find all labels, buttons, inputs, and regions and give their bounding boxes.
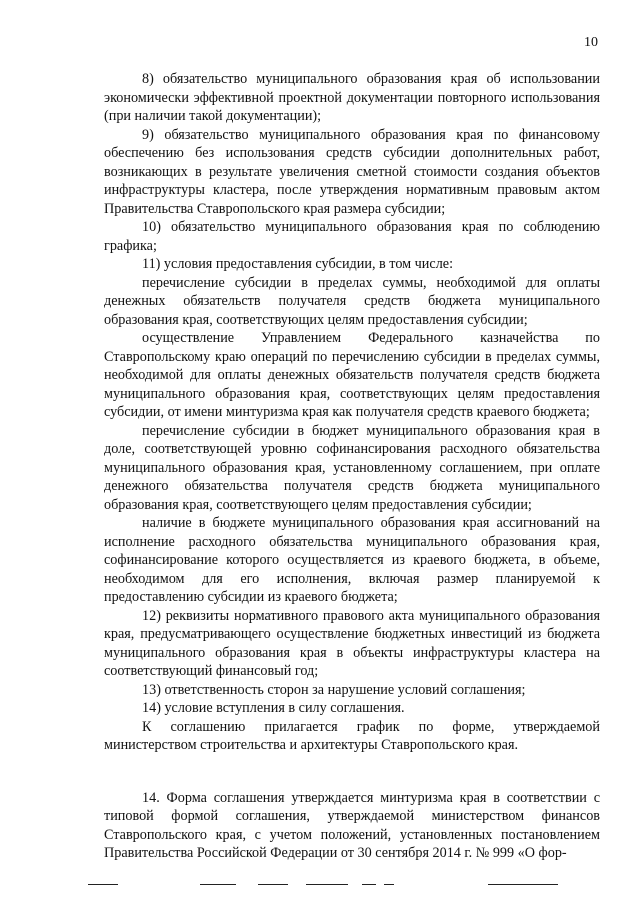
paragraph-item-9: 9) обязательство муниципального образования края по финансовому обеспечению без использования средств субсидии дополнительных работ, возникающих в результате увеличения сметной стоимости создания объектов инфраструктуры кластера, после утверждения нормативным правовым актом Правительства Ставропольского края размера субсидии;	[104, 126, 600, 217]
footer-rule	[488, 884, 558, 885]
paragraph-schedule-attachment: К соглашению прилагается график по форме, утверждаемой министерством строительства и архитектуры Ставропольского края.	[104, 718, 600, 753]
footer-rule	[88, 884, 118, 885]
footer-rule	[362, 884, 376, 885]
document-body	[104, 70, 600, 863]
paragraph-subitem-transfer-share: перечисление субсидии в бюджет муниципального образования края в доле, соответствующей уровню софинансирования расходного обязательства муниципального образования края, установленному соглашением, при оплате денежного обязательства получателя средств бюджета муниципального образования края, соответствующего целям предоставления субсидии;	[104, 422, 600, 513]
paragraph-subitem-budget-allocations: наличие в бюджете муниципального образования края ассигнований на исполнение расходного обязательства муниципального образования края, софинансирование которого осуществляется из краевого бюджета, в объеме, необходимом для его исполнения, включая размер планируемой к предоставлению субсидии из краевого бюджета;	[104, 515, 600, 605]
paragraph-subitem-transfer-limit: перечисление субсидии в пределах суммы, необходимой для оплаты денежных обязательств получателя средств бюджета муниципального образования края, соответствующих целям предоставления субсидии;	[104, 274, 600, 328]
paragraph-item-14: 14) условие вступления в силу соглашения.	[142, 700, 405, 716]
paragraph-item-12: 12) реквизиты нормативного правового акта муниципального образования края, предусматривающего осуществление бюджетных инвестиций из бюджета муниципального образования края в объекты инфраструктуры кластера на соответствующий финансовый год;	[104, 607, 600, 679]
footer-rule	[258, 884, 288, 885]
paragraph-item-11: 11) условия предоставления субсидии, в том числе:	[142, 256, 454, 272]
footer-rule	[306, 884, 348, 885]
footer-rule	[384, 884, 394, 885]
paragraph-item-8: 8) обязательство муниципального образования края об использовании экономически эффективной проектной документации повторного использования (при наличии такой документации);	[104, 71, 600, 124]
page-number: 10	[584, 35, 598, 50]
paragraph-item-13: 13) ответственность сторон за нарушение условий соглашения;	[142, 681, 526, 698]
paragraph-item-10: 10) обязательство муниципального образования края по соблюдению графика;	[104, 219, 600, 254]
paragraph-subitem-treasury-operations: осуществление Управлением Федерального казначейства по Ставропольскому краю операций по перечислению субсидии в пределах суммы, необходимой для оплаты денежных обязательств получателя средств бюджета муниципального образования края, соответствующих целям предоставления субсидии, от имени минтуризма края как получателя средств краевого бюджета;	[104, 330, 600, 420]
footer-rule	[200, 884, 236, 885]
paragraph-section-14: 14. Форма соглашения утверждается минтуризма края в соответствии с типовой формой соглашения, утверждаемой министерством финансов Ставропольского края, с учетом положений, установленных постановлением Правительства Российской Федерации от 30 сентября 2014 г. № 999 «О фор-	[104, 789, 600, 861]
